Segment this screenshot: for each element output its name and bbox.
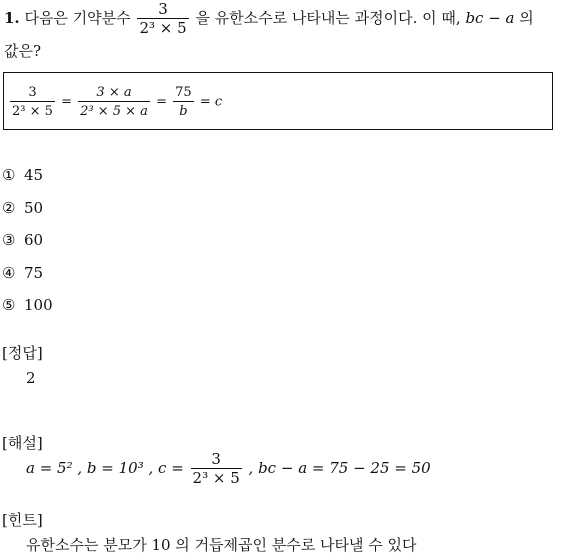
choice-2-marker: ② xyxy=(2,199,16,217)
question-line-2: 값은? xyxy=(4,42,42,60)
question-text-after: 을 유한소수로 나타내는 과정이다. 이 때, xyxy=(195,9,461,27)
box-equals-1: = xyxy=(61,94,72,110)
fraction-numerator: 3 xyxy=(158,0,168,18)
question-number: 1. xyxy=(4,9,20,27)
choice-4-value: 75 xyxy=(24,264,44,282)
choice-5-value: 100 xyxy=(24,296,53,314)
box-fraction-1-denominator: 2³ × 5 xyxy=(10,101,55,120)
box-fraction-2 xyxy=(78,84,150,120)
box-fraction-1-numerator: 3 xyxy=(28,85,37,100)
explanation-fraction-denominator: 2³ × 5 xyxy=(192,469,240,487)
choice-5[interactable] xyxy=(2,296,53,314)
choice-3[interactable] xyxy=(2,231,43,249)
choice-2[interactable] xyxy=(2,199,43,217)
question-line-1 xyxy=(4,1,534,37)
choice-3-marker: ③ xyxy=(2,231,16,249)
explanation-line xyxy=(26,451,431,487)
answer-heading: [정답] xyxy=(2,344,43,362)
box-tail: = c xyxy=(199,94,223,110)
question-expression: bc − a xyxy=(465,9,515,27)
choice-5-marker: ⑤ xyxy=(2,296,16,314)
explanation-part-2: , bc − a = 75 − 25 = 50 xyxy=(248,459,431,477)
box-fraction-2-numerator: 3 × a xyxy=(96,85,132,100)
explanation-fraction-numerator: 3 xyxy=(211,450,221,468)
box-fraction-1 xyxy=(10,84,55,120)
question-fraction xyxy=(137,1,188,37)
box-fraction-2-denominator: 2³ × 5 × a xyxy=(78,101,150,120)
choice-1-value: 45 xyxy=(24,166,44,184)
question-text-before: 다음은 기약분수 xyxy=(24,9,131,27)
choice-4[interactable] xyxy=(2,264,43,282)
explanation-part-1: a = 5² , b = 10³ , c = xyxy=(26,459,184,477)
box-fraction-3-denominator: b xyxy=(173,101,194,120)
box-equals-2: = xyxy=(156,94,167,110)
hint-text: 유한소수는 분모가 10 의 거듭제곱인 분수로 나타낼 수 있다 xyxy=(26,536,417,554)
derivation-equation xyxy=(8,84,222,120)
choice-4-marker: ④ xyxy=(2,264,16,282)
choice-1-marker: ① xyxy=(2,166,16,184)
choice-3-value: 60 xyxy=(24,231,44,249)
fraction-denominator: 2³ × 5 xyxy=(139,19,187,37)
hint-heading: [힌트] xyxy=(2,511,43,529)
answer-value: 2 xyxy=(26,369,36,387)
choice-2-value: 50 xyxy=(24,199,44,217)
question-text-tail: 의 xyxy=(519,9,534,27)
explanation-heading: [해설] xyxy=(2,434,43,452)
explanation-fraction xyxy=(191,451,242,487)
choice-1[interactable] xyxy=(2,166,43,184)
box-fraction-3-numerator: 75 xyxy=(175,85,192,100)
box-fraction-3 xyxy=(173,84,194,120)
